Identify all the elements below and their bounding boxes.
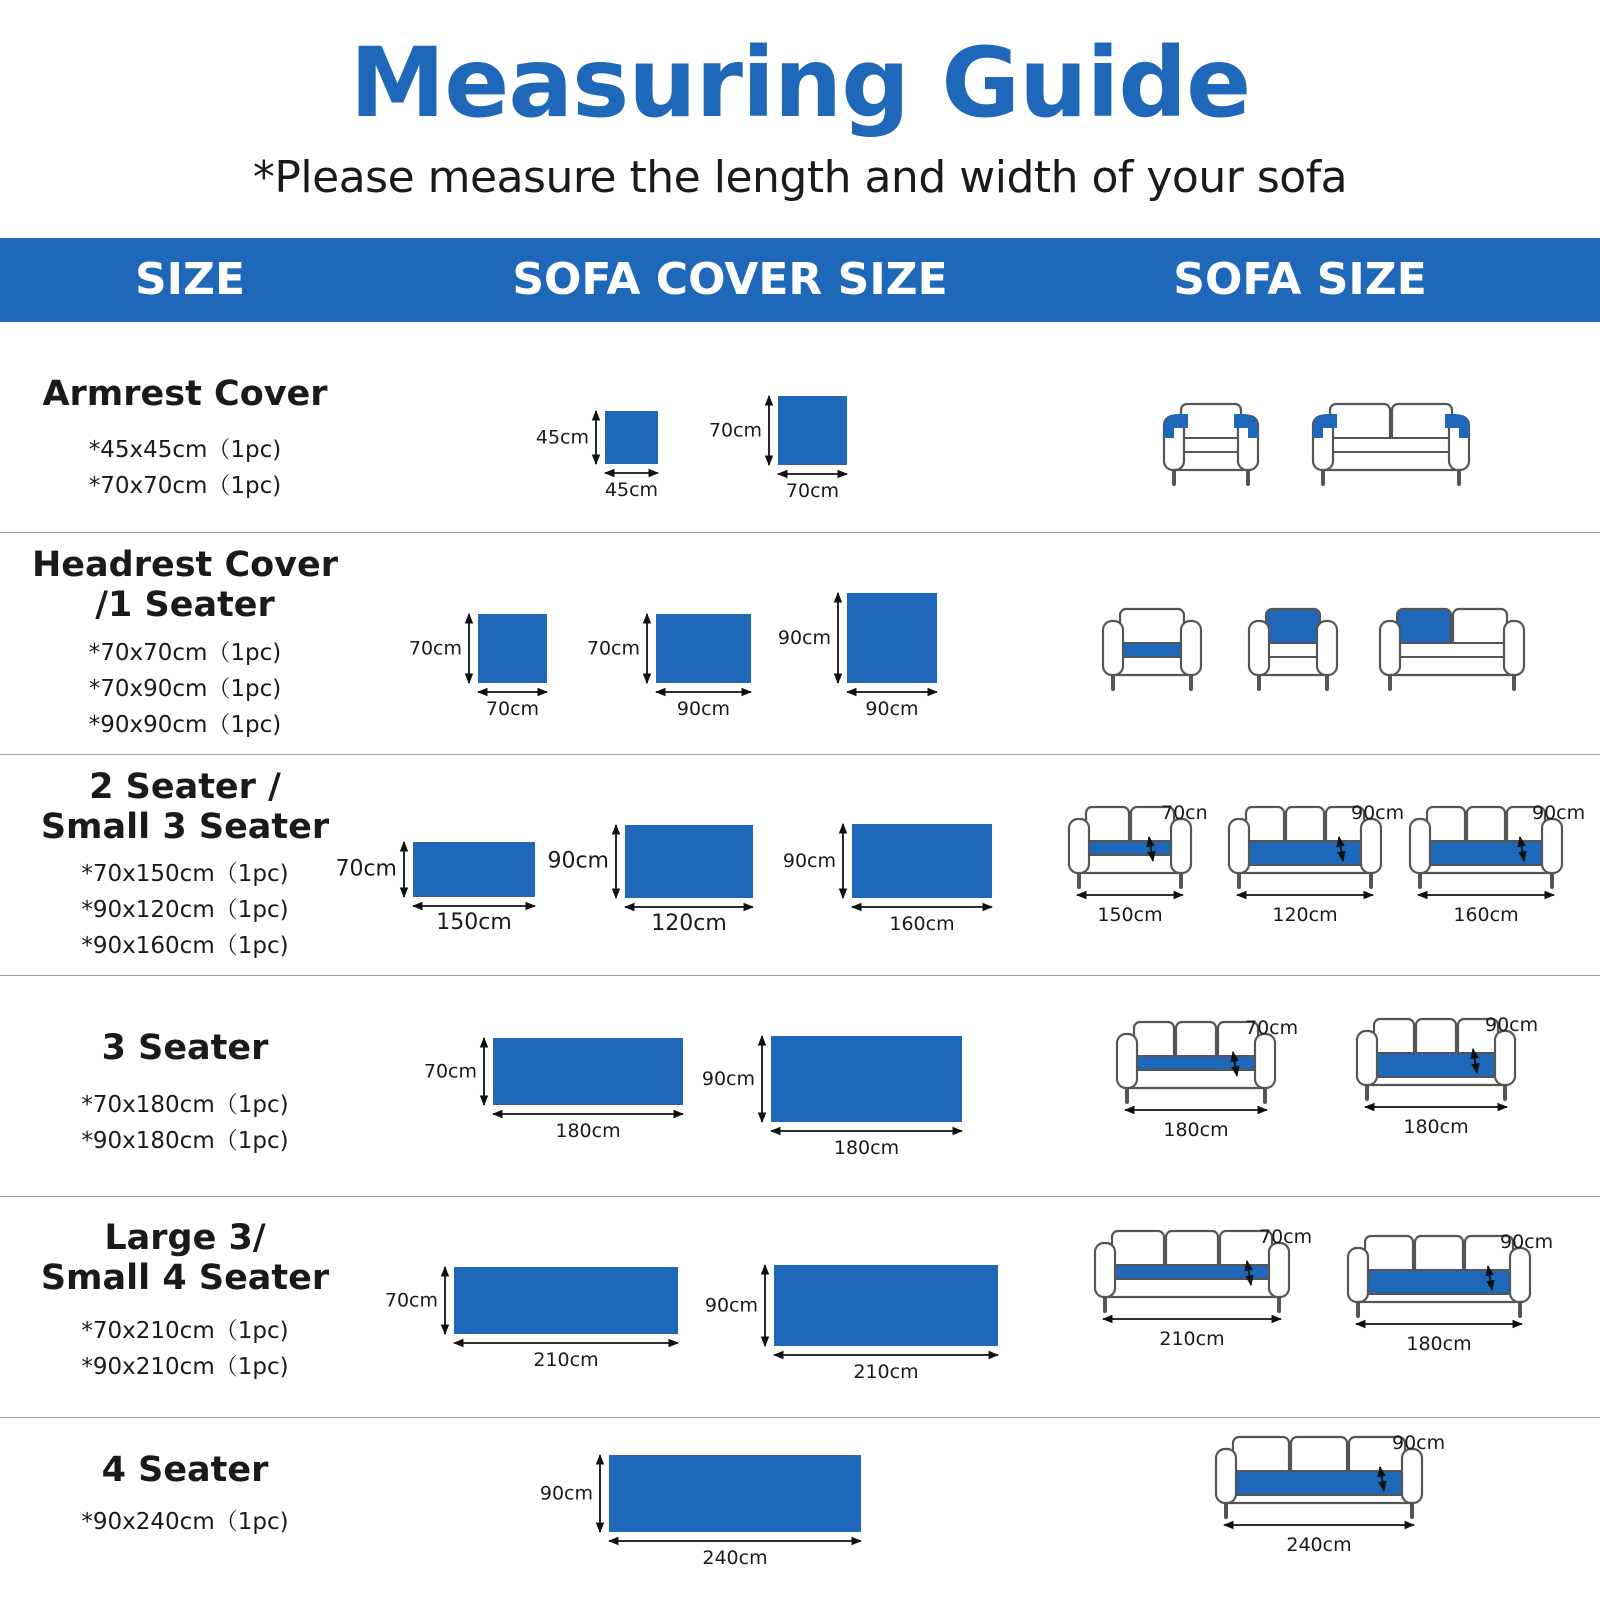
width-label: 90cm	[865, 698, 919, 720]
row-size: *90x120cm（1pc)	[81, 897, 289, 923]
cover-diagram	[424, 1038, 683, 1142]
row-title: 4 Seater	[101, 1450, 269, 1490]
sofa-arm	[1216, 1449, 1236, 1503]
cover-diagram	[385, 1267, 678, 1371]
sofa-width-label: 180cm	[1403, 1116, 1469, 1138]
sofa-width-label: 160cm	[1453, 904, 1519, 926]
width-label: 90cm	[676, 698, 731, 720]
cover-rect	[778, 396, 847, 465]
cover-rect	[454, 1267, 678, 1334]
row-title: Armrest Cover	[42, 374, 328, 414]
header-sofa-cover-size: SOFA COVER SIZE	[512, 254, 948, 305]
sofa-seat-icon	[1117, 1017, 1298, 1141]
sofa-depth-label: 70cn	[1161, 802, 1208, 824]
row-title: Headrest Cover /1 Seater	[32, 545, 338, 625]
seat-cushion	[1178, 438, 1244, 452]
cover-rect	[478, 614, 547, 683]
row-size: *90x160cm（1pc)	[81, 933, 289, 959]
cover-diagram	[705, 1265, 998, 1383]
cover-diagram	[540, 1455, 861, 1569]
width-label: 180cm	[555, 1120, 621, 1142]
sofa-seat-icon	[1229, 802, 1404, 926]
seat-cushion	[1394, 643, 1510, 657]
sofa-depth-label: 90cm	[1500, 1231, 1554, 1253]
width-label: 70cm	[485, 698, 540, 720]
sofa-width-label: 150cm	[1097, 904, 1163, 926]
sofa-depth-label: 90cm	[1351, 802, 1405, 824]
row-size: *90x240cm（1pc)	[81, 1509, 289, 1535]
cover-diagram	[702, 1036, 962, 1159]
width-label: 70cm	[785, 480, 840, 502]
height-label: 90cm	[777, 627, 831, 649]
row-size: *70x180cm（1pc)	[81, 1092, 289, 1118]
height-label: 90cm	[704, 1294, 758, 1317]
sofa-arm	[1229, 819, 1249, 873]
height-label: 90cm	[701, 1068, 755, 1090]
sofa-width-label: 180cm	[1163, 1119, 1229, 1141]
seat-cushion	[1371, 1053, 1501, 1077]
sofa-arm	[1181, 621, 1201, 675]
cover-diagram	[409, 614, 547, 720]
sofa-seat-icon	[1095, 1226, 1312, 1350]
row-title: 2 Seater / Small 3 Seater	[40, 767, 330, 847]
cover-diagram	[778, 593, 937, 720]
cover-rect	[852, 824, 992, 898]
armchair-headrest-icon	[1249, 609, 1337, 689]
seat-cushion	[1362, 1270, 1516, 1294]
width-label: 180cm	[833, 1137, 900, 1159]
loveseat-armrest-icon	[1313, 404, 1469, 484]
height-label: 90cm	[539, 1482, 593, 1505]
sofa-seat-icon	[1357, 1014, 1538, 1138]
cover-diagram	[709, 396, 847, 502]
cover-diagram	[547, 825, 753, 936]
page-subtitle: *Please measure the length and width of your sofa	[252, 152, 1348, 203]
sofa-arm	[1269, 1243, 1289, 1297]
sofa-width-label: 180cm	[1406, 1333, 1472, 1355]
sofa-arm	[1317, 621, 1337, 675]
sofa-arm	[1171, 819, 1191, 873]
sofa-width-label: 240cm	[1286, 1534, 1352, 1556]
width-label: 120cm	[651, 911, 727, 936]
height-label: 70cm	[408, 637, 462, 660]
sofa-width-label: 120cm	[1272, 904, 1338, 926]
sofa-depth-label: 90cm	[1485, 1014, 1539, 1036]
armchair-seat-icon	[1103, 609, 1201, 689]
height-label: 70cm	[384, 1289, 438, 1312]
cover-diagram	[335, 842, 535, 935]
cover-rect	[625, 825, 753, 898]
row-size: *90x90cm（1pc)	[88, 712, 282, 738]
sofa-arm	[1510, 1248, 1530, 1302]
seat-cushion	[1327, 438, 1455, 452]
row-size: *70x70cm（1pc)	[88, 640, 282, 666]
sofa-depth-label: 90cm	[1532, 802, 1586, 824]
loveseat-headrest-icon	[1380, 609, 1524, 689]
sofa-seat-icon	[1069, 802, 1208, 926]
sofa-arm	[1255, 1034, 1275, 1088]
cover-rect	[609, 1455, 861, 1532]
armchair-armrest-icon	[1164, 404, 1258, 484]
cover-diagram	[536, 411, 658, 501]
sofa-arm	[1402, 1449, 1422, 1503]
sofa-seat-icon	[1216, 1432, 1445, 1556]
height-label: 70cm	[335, 856, 397, 882]
sofa-seat-icon	[1410, 802, 1585, 926]
width-label: 45cm	[604, 479, 659, 501]
row-title: Large 3/ Small 4 Seater	[40, 1218, 330, 1298]
row-size: *70x210cm（1pc)	[81, 1318, 289, 1344]
sofa-arm	[1069, 819, 1089, 873]
cover-rect	[605, 411, 658, 464]
sofa-arm	[1361, 819, 1381, 873]
sofa-arm	[1095, 1243, 1115, 1297]
sofa-arm	[1410, 819, 1430, 873]
header-size: SIZE	[134, 254, 246, 305]
seat-cushion	[1243, 841, 1367, 865]
seat-cushion	[1117, 643, 1187, 657]
sofa-arm	[1117, 1034, 1137, 1088]
row-size: *45x45cm（1pc)	[88, 437, 282, 463]
seat-cushion	[1263, 643, 1323, 657]
cover-diagram	[783, 824, 992, 935]
seat-cushion	[1424, 841, 1548, 865]
width-label: 150cm	[436, 910, 512, 935]
sofa-arm	[1380, 621, 1400, 675]
height-label: 90cm	[782, 850, 836, 872]
sofa-arm	[1348, 1248, 1368, 1302]
sofa-arm	[1249, 621, 1269, 675]
seat-cushion	[1131, 1056, 1261, 1070]
height-label: 70cm	[708, 419, 762, 442]
height-label: 45cm	[535, 426, 589, 449]
row-size: *90x210cm（1pc)	[81, 1354, 289, 1380]
height-label: 70cm	[586, 637, 640, 660]
cover-rect	[774, 1265, 998, 1346]
sofa-width-label: 210cm	[1159, 1328, 1225, 1350]
cover-rect	[656, 614, 751, 683]
page-title: Measuring Guide	[349, 27, 1251, 139]
sofa-depth-label: 90cm	[1392, 1432, 1446, 1454]
cover-rect	[847, 593, 937, 683]
header-sofa-size: SOFA SIZE	[1173, 254, 1427, 305]
width-label: 240cm	[702, 1547, 768, 1569]
width-label: 210cm	[533, 1349, 599, 1371]
sofa-depth-label: 70cm	[1245, 1017, 1299, 1039]
cover-rect	[413, 842, 535, 897]
seat-cushion	[1083, 841, 1177, 855]
row-size: *90x180cm（1pc)	[81, 1128, 289, 1154]
row-size: *70x90cm（1pc)	[88, 676, 282, 702]
cover-rect	[493, 1038, 683, 1105]
sofa-arm	[1542, 819, 1562, 873]
sofa-arm	[1357, 1031, 1377, 1085]
width-label: 210cm	[853, 1361, 919, 1383]
sofa-seat-icon	[1348, 1231, 1553, 1355]
sofa-arm	[1504, 621, 1524, 675]
sofa-arm	[1103, 621, 1123, 675]
cover-diagram	[587, 614, 751, 720]
row-title: 3 Seater	[101, 1028, 269, 1068]
height-label: 90cm	[547, 848, 609, 874]
sofa-depth-label: 70cm	[1259, 1226, 1313, 1248]
height-label: 70cm	[423, 1060, 477, 1083]
cover-rect	[771, 1036, 962, 1122]
width-label: 160cm	[889, 913, 955, 935]
row-size: *70x70cm（1pc)	[88, 473, 282, 499]
sofa-arm	[1495, 1031, 1515, 1085]
row-size: *70x150cm（1pc)	[81, 861, 289, 887]
